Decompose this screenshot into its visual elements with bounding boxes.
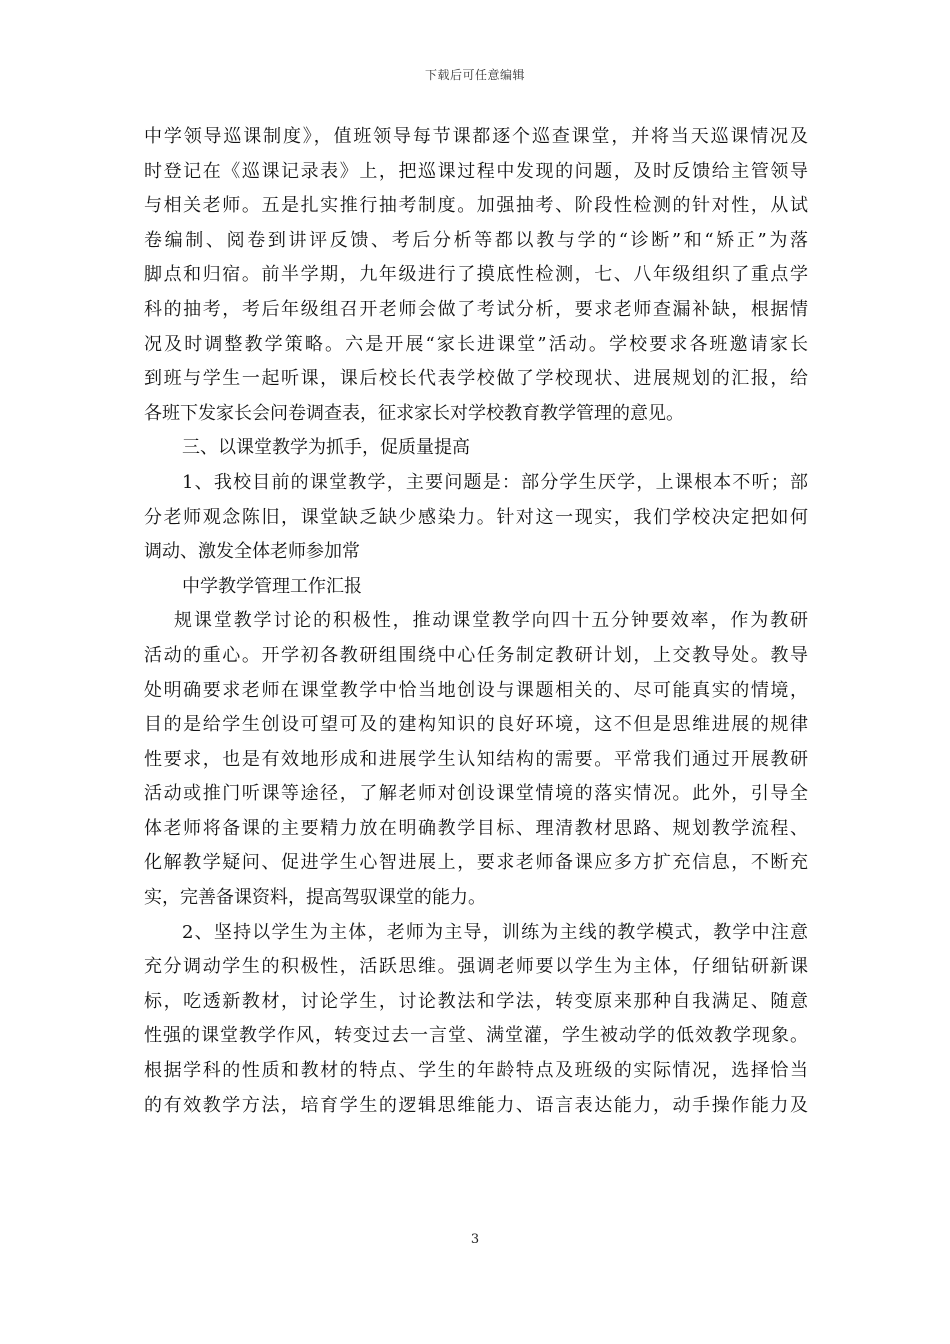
text-line: 化解教学疑问、促进学生心智进展上，要求老师备课应多方扩充信息，不断充 xyxy=(144,852,808,874)
text-line: 各班下发家长会问卷调查表，征求家长对学校教育教学管理的意见。 xyxy=(144,402,684,424)
text-line: 目的是给学生创设可望可及的建构知识的良好环境，这不但是思维进展的规律 xyxy=(144,714,808,736)
page-number: 3 xyxy=(470,1232,480,1247)
text-line: 与相关老师。五是扎实推行抽考制度。加强抽考、阶段性检测的针对性，从试 xyxy=(144,195,808,217)
text-line: 标，吃透新教材，讨论学生，讨论教法和学法，转变原来那种自我满足、随意 xyxy=(144,990,808,1012)
text-line: 时登记在《巡课记录表》上，把巡课过程中发现的问题，及时反馈给主管领导 xyxy=(144,160,808,182)
text-line: 三、以课堂教学为抓手，促质量提高 xyxy=(182,437,470,459)
text-line: 中学教学管理工作汇报 xyxy=(182,575,362,597)
text-line: 科的抽考，考后年级组召开老师会做了考试分析，要求老师查漏补缺，根据情 xyxy=(144,298,808,320)
text-line: 2、坚持以学生为主体，老师为主导，训练为主线的教学模式，教学中注意 xyxy=(182,921,808,943)
text-line: 规课堂教学讨论的积极性，推动课堂教学向四十五分钟要效率，作为教研 xyxy=(174,610,808,632)
document-body xyxy=(144,120,808,1123)
text-line: 充分调动学生的积极性，活跃思维。强调老师要以学生为主体，仔细钻研新课 xyxy=(144,956,808,978)
text-line: 卷编制、阅卷到讲评反馈、考后分析等都以教与学的“诊断”和“矫正”为落 xyxy=(144,229,808,251)
text-line: 体老师将备课的主要精力放在明确教学目标、理清教材思路、规划教学流程、 xyxy=(144,817,808,839)
text-line: 处明确要求老师在课堂教学中恰当地创设与课题相关的、尽可能真实的情境， xyxy=(144,679,808,701)
text-line: 活动或推门听课等途径，了解老师对创设课堂情境的落实情况。此外，引导全 xyxy=(144,783,808,805)
text-line: 根据学科的性质和教材的特点、学生的年龄特点及班级的实际情况，选择恰当 xyxy=(144,1060,808,1082)
text-line: 的有效教学方法，培育学生的逻辑思维能力、语言表达能力，动手操作能力及 xyxy=(144,1094,808,1116)
text-line: 性强的课堂教学作风，转变过去一言堂、满堂灌，学生被动学的低效教学现象。 xyxy=(144,1025,808,1047)
text-line: 1、我校目前的课堂教学，主要问题是：部分学生厌学，上课根本不听；部 xyxy=(182,471,808,493)
text-line: 调动、激发全体老师参加常 xyxy=(144,541,360,563)
text-line: 脚点和归宿。前半学期，九年级进行了摸底性检测，七、八年级组织了重点学 xyxy=(144,264,808,286)
text-line: 况及时调整教学策略。六是开展“家长进课堂”活动。学校要求各班邀请家长 xyxy=(144,333,808,355)
page-header: 下载后可任意编辑 xyxy=(424,68,525,82)
text-line: 中学领导巡课制度》，值班领导每节课都逐个巡查课堂，并将当天巡课情况及 xyxy=(144,126,808,147)
text-line: 实，完善备课资料，提高驾驭课堂的能力。 xyxy=(144,887,486,909)
text-line: 到班与学生一起听课，课后校长代表学校做了学校现状、进展规划的汇报，给 xyxy=(144,368,808,390)
text-line: 活动的重心。开学初各教研组围绕中心任务制定教研计划，上交教导处。教导 xyxy=(144,644,808,666)
text-line: 性要求，也是有效地形成和进展学生认知结构的需要。平常我们通过开展教研 xyxy=(144,748,808,770)
text-line: 分老师观念陈旧，课堂缺乏缺少感染力。针对这一现实，我们学校决定把如何 xyxy=(144,506,808,528)
